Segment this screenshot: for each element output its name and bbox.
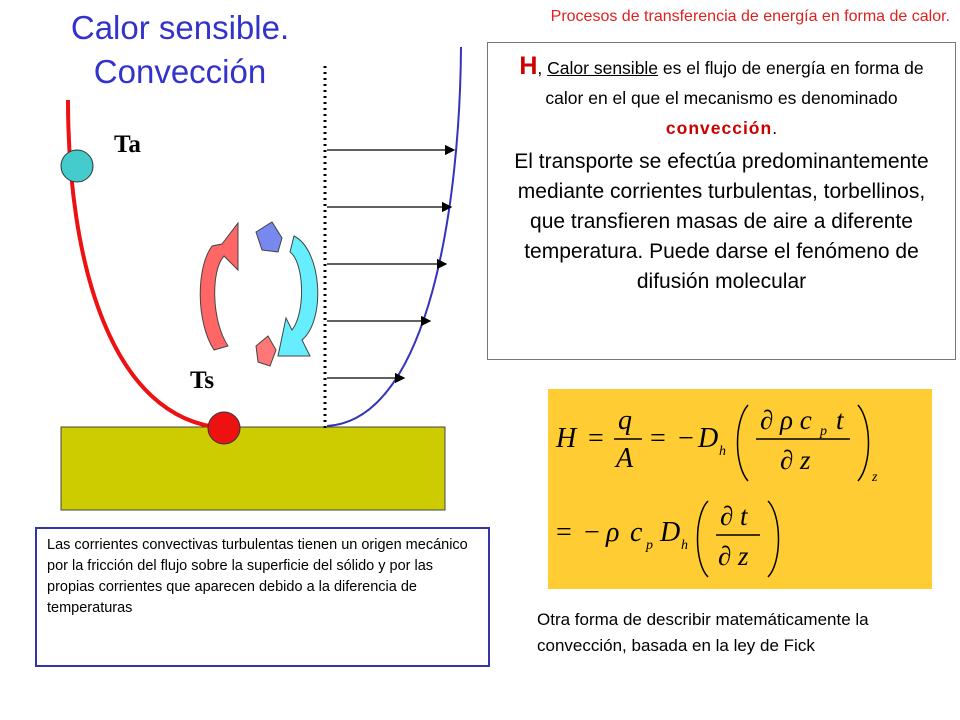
svg-text:∂: ∂ [718, 541, 732, 571]
symbol-h: H [519, 52, 538, 80]
slide-subtitle: Procesos de transferencia de energía en forma de calor. [550, 8, 950, 25]
term-calor-sensible: Calor sensible [547, 58, 659, 78]
ground-surface [61, 427, 445, 510]
svg-text:p: p [820, 424, 827, 439]
period: . [772, 118, 778, 138]
svg-text:H: H [556, 423, 577, 454]
svg-text:z: z [800, 445, 811, 475]
svg-text:∂: ∂ [780, 445, 794, 475]
title-line-2: Convección [93, 53, 267, 90]
svg-text:∂: ∂ [760, 405, 774, 435]
svg-text:q: q [618, 405, 632, 436]
surface-temperature-node [208, 412, 240, 444]
definition-body: es el flujo de energía en forma de calor en el que el mecanismo es denominado [545, 58, 924, 108]
svg-text:−: − [584, 517, 600, 548]
svg-text:z: z [738, 541, 749, 571]
svg-text:t: t [836, 405, 844, 435]
keyword-conveccion: convección [665, 118, 773, 138]
transport-paragraph: El transporte se efectúa predominantemente mediante corrientes turbulentas, torbellinos, que transfieren masas de aire a diferente temperatura. Puede darse el fenómeno de difusión molecular [514, 150, 929, 293]
title-line-1: Calor sensible. [70, 9, 290, 46]
svg-text:c: c [630, 517, 643, 548]
svg-text:=: = [588, 423, 604, 454]
svg-text:p: p [646, 538, 653, 553]
formula-box [548, 389, 932, 589]
air-parcel-blue [256, 222, 282, 252]
velocity-profile-curve [327, 47, 461, 426]
svg-text:z: z [872, 470, 878, 485]
eddy-arrow-warm [200, 223, 238, 350]
svg-text:h: h [681, 538, 688, 553]
svg-text:ρ: ρ [606, 517, 620, 548]
formula-note: Otra forma de describir matemáticamente la convección, basada en la ley de Fick [537, 610, 869, 655]
eddy-arrow-cool [278, 236, 318, 356]
air-parcel-red [256, 336, 276, 366]
svg-text:A: A [616, 443, 634, 474]
svg-text:−: − [678, 423, 694, 454]
comma: , [537, 58, 543, 78]
formula-equations [548, 389, 932, 589]
turbulence-note-box: Las corrientes convectivas turbulentas tienen un origen mecánico por la fricción del flujo sobre la superficie del sólido y por las propias corrientes que aparecen debido a la diferencia de temperaturas [35, 527, 490, 667]
definition-text [502, 51, 941, 143]
svg-text:=: = [650, 423, 666, 454]
definition-box [487, 42, 956, 360]
svg-text:∂: ∂ [720, 501, 734, 531]
label-ta: Ta [114, 131, 141, 158]
svg-text:D: D [698, 423, 719, 454]
label-ts: Ts [190, 367, 215, 394]
air-temperature-node [61, 150, 93, 182]
svg-text:t: t [740, 501, 748, 531]
svg-text:h: h [719, 444, 726, 459]
svg-text:ρ c: ρ c [780, 405, 812, 435]
svg-text:D: D [660, 517, 681, 548]
svg-text:=: = [556, 517, 572, 548]
